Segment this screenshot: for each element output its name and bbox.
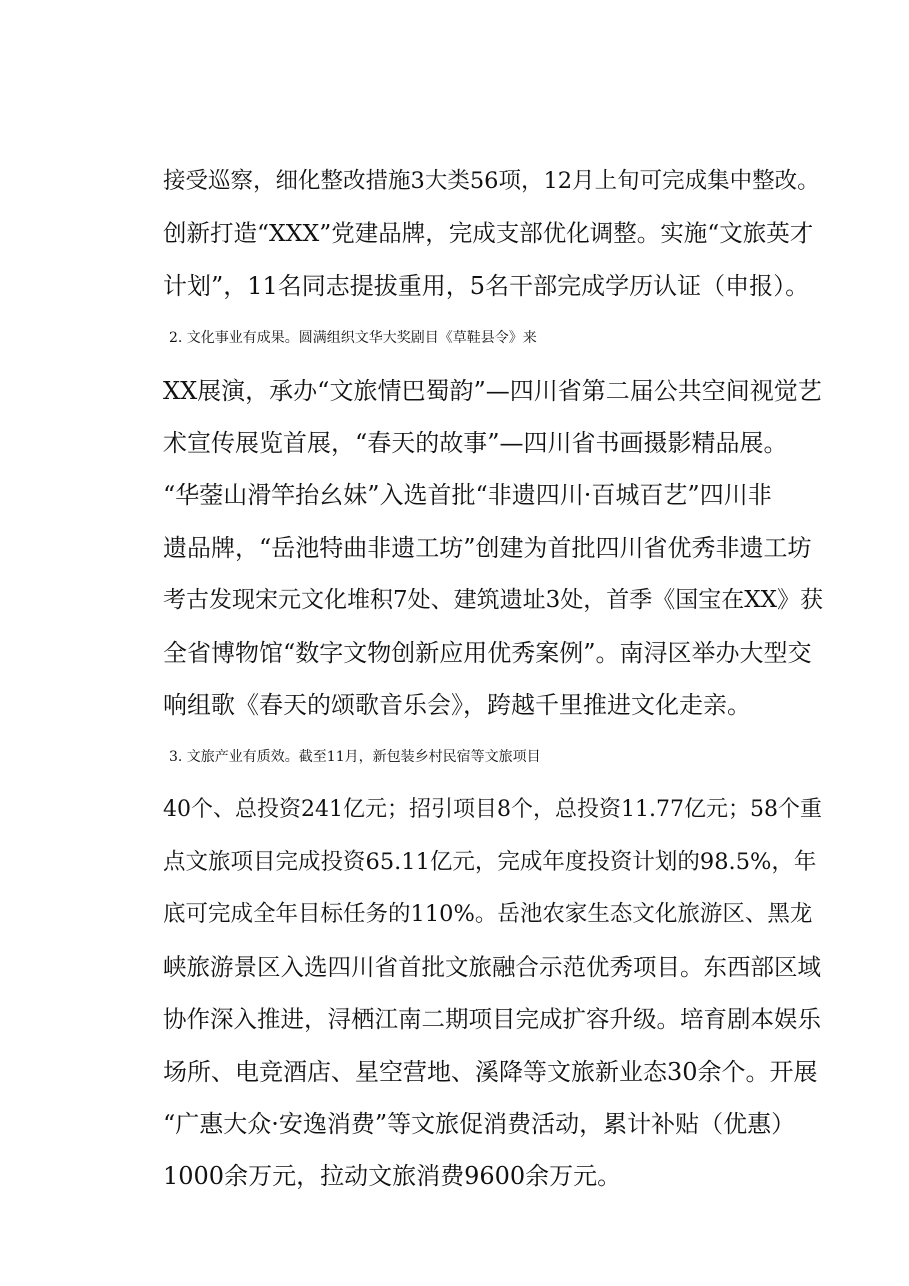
body-line-13: 40个、总投资241亿元；招引项目8个，总投资11.77亿元；58个重: [163, 796, 822, 822]
body-line-20: 1000余万元，拉动文旅消费9600余万元。: [163, 1162, 622, 1191]
body-line-8: 遗品牌，“岳池特曲非遗工坊”创建为首批四川省优秀非遗工坊: [163, 533, 812, 562]
body-line-10: 全省博物馆“数字文物创新应用优秀案例”。南浔区举办大型交: [163, 638, 812, 667]
body-line-16: 峡旅游景区入选四川省首批文旅融合示范优秀项目。东西部区域: [163, 952, 821, 981]
section-2-heading-line: 2. 文化事业有成果。圆满组织文华大奖剧目《草鞋县令》来: [169, 330, 537, 347]
body-line-9: 考古发现宋元文化堆积7处、建筑遗址3处，首季《国宝在XX》获: [163, 587, 824, 614]
body-line-5: XX展演，承办“文旅情巴蜀韵”—四川省第二届公共空间视觉艺: [163, 376, 822, 405]
body-line-17: 协作深入推进，浔栖江南二期项目完成扩容升级。培育剧本娱乐: [163, 1005, 821, 1034]
body-line-3: 计划”，11名同志提拔重用，5名干部完成学历认证（申报）。: [163, 271, 810, 300]
body-line-7: “华蓥山滑竿抬幺妹”入选首批“非遗四川·百城百艺”四川非: [163, 481, 772, 510]
body-line-14: 点文旅项目完成投资65.11亿元，完成年度投资计划的98.5%，年: [163, 849, 817, 876]
body-line-18: 场所、电竞酒店、星空营地、溪降等文旅新业态30余个。开展: [163, 1057, 818, 1086]
body-line-11: 响组歌《春天的颂歌音乐会》，跨越千里推进文化走亲。: [163, 690, 751, 719]
document-body: [163, 155, 823, 1203]
body-line-6: 术宣传展览首展，“春天的故事”—四川省书画摄影精品展。: [163, 428, 788, 457]
body-line-2: 创新打造“XXX”党建品牌，完成支部优化调整。实施“文旅英才: [163, 219, 814, 248]
body-line-15: 底可完成全年目标任务的110%。岳池农家生态文化旅游区、黑龙: [163, 901, 813, 928]
section-3-heading-line: 3. 文旅产业有质效。截至11月，新包装乡村民宿等文旅项目: [169, 749, 541, 766]
body-line-19: “广惠大众·安逸消费”等文旅促消费活动，累计补贴（优惠）: [163, 1110, 796, 1139]
body-line-1: 接受巡察，细化整改措施3大类56项，12月上旬可完成集中整改。: [163, 168, 820, 194]
